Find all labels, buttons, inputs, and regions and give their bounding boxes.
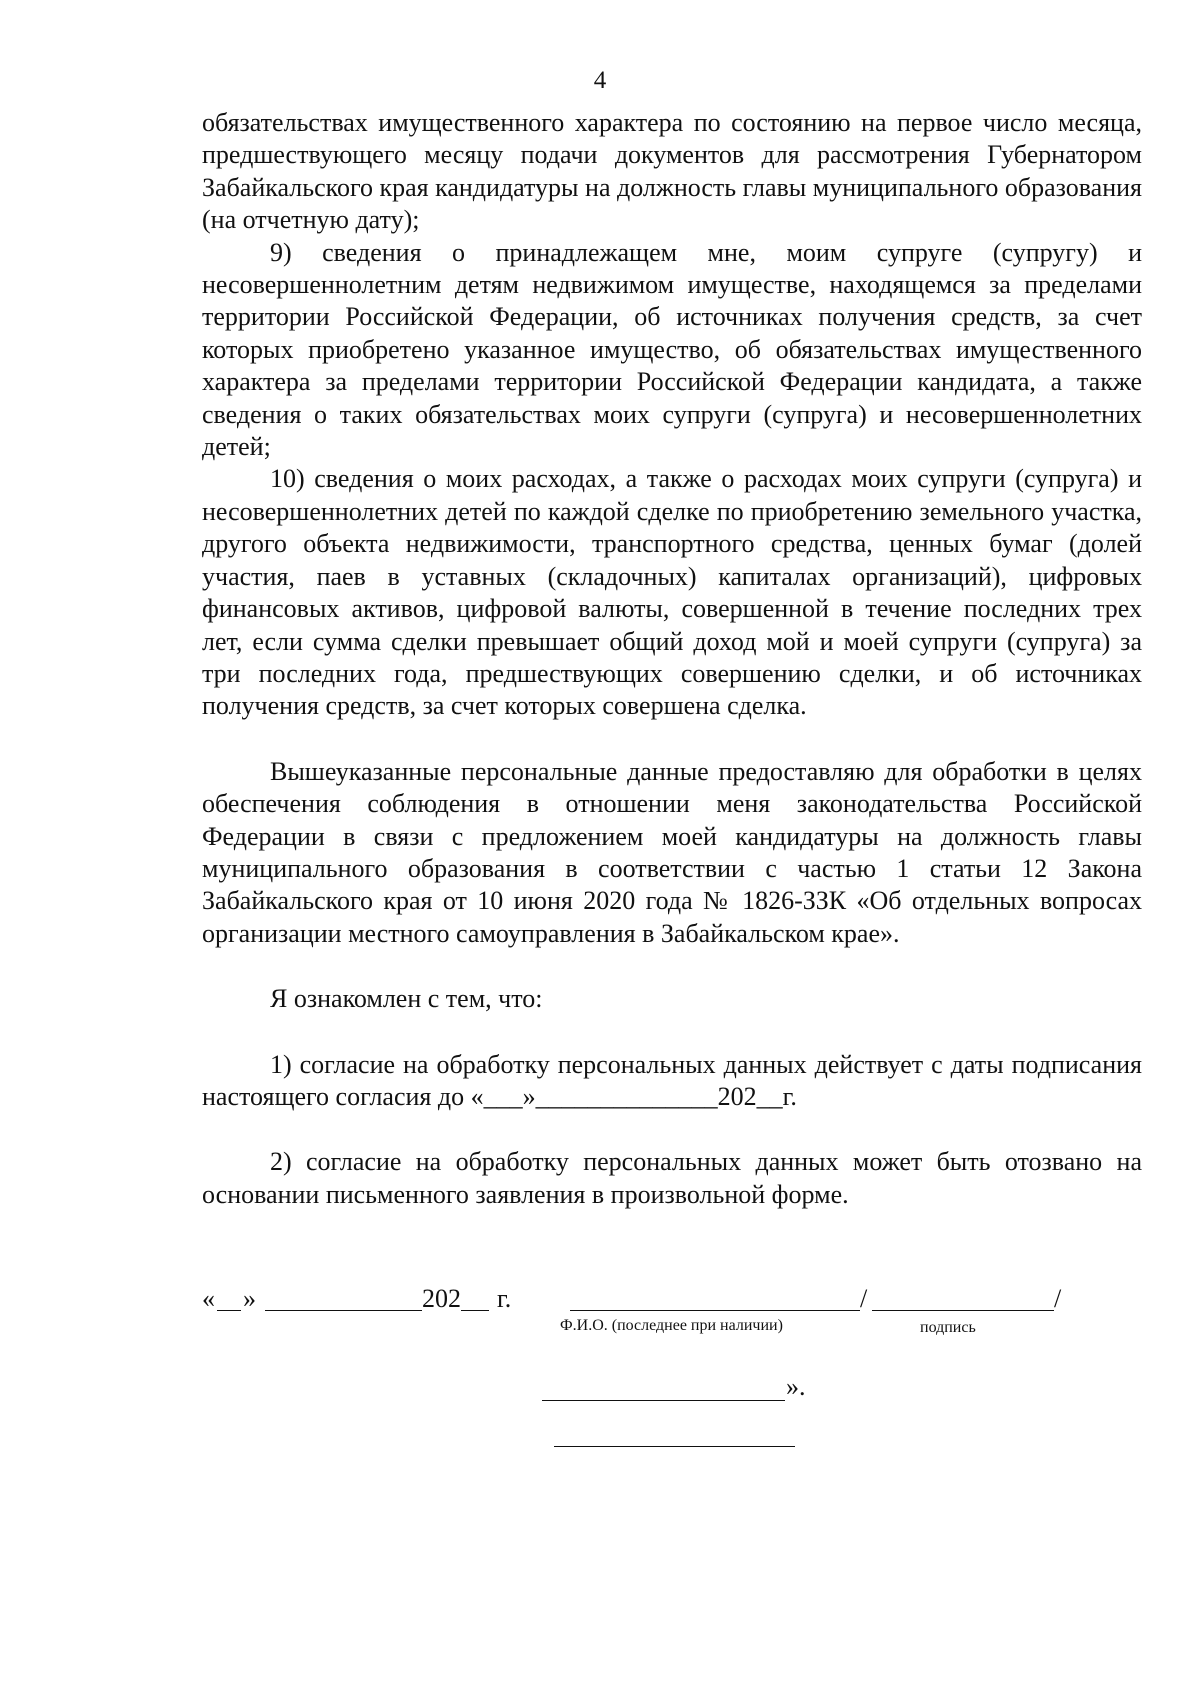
signature-slash-right: /	[1054, 1284, 1062, 1313]
signature-slash-left: /	[860, 1284, 868, 1313]
date-year-prefix: 202	[422, 1284, 461, 1313]
closing-blank-2[interactable]	[554, 1446, 795, 1447]
date-day-blank[interactable]	[217, 1310, 241, 1311]
page-number: 4	[593, 67, 607, 94]
sign-caption: подпись	[920, 1319, 976, 1336]
date-year-blank[interactable]	[461, 1310, 489, 1311]
paragraph-consent-revocation: 2) согласие на обработку персональных данных может быть отозвано на основании письменного заявления в произвольной форме.	[202, 1147, 1142, 1209]
paragraph-item-10: 10) сведения о моих расходах, а также о расходах моих супруги (супруга) и несовершеннолетних детей по каждой сделке по приобретению земельного участка, другого объекта недвижимости, транспортного средства, ценных бумаг (долей участия, паев в уставных (складочных) капиталах организаций), цифровых финансовых активов, цифровой валюты, совершенной в течение последних трех лет, если сумма сделки превышает общий доход мой и моей супруги (супруга) за три последних года, предшествующих совершению сделки, и об источниках получения средств, за счет которых совершена сделка.	[202, 464, 1142, 721]
signature-blank[interactable]	[872, 1310, 1054, 1311]
document-body	[202, 107, 1142, 1211]
closing-mark: ».	[786, 1372, 806, 1401]
date-year-suffix: г.	[497, 1284, 512, 1313]
paragraph-purpose: Вышеуказанные персональные данные предоставляю для обработки в целях обеспечения соблюдения в отношении меня законодательства Российской Федерации в связи с предложением моей кандидатуры на должность главы муниципального образования в соответствии с частью 1 статьи 12 Закона Забайкальского края от 10 июня 2020 года № 1826-ЗЗК «Об отдельных вопросах организации местного самоуправления в Забайкальском крае».	[202, 756, 1142, 948]
paragraph-continuation: обязательствах имущественного характера по состоянию на первое число месяца, предшествующего месяцу подачи документов для рассмотрения Губернатором Забайкальского края кандидатуры на должность главы муниципального образования (на отчетную дату);	[202, 108, 1142, 235]
date-close-quote: »	[243, 1284, 256, 1313]
date-month-blank[interactable]	[265, 1310, 422, 1311]
closing-blank-1[interactable]	[542, 1400, 785, 1401]
paragraph-consent-period: 1) согласие на обработку персональных данных действует с даты подписания настоящего согласия до «___»______________202__г.	[202, 1049, 1142, 1111]
fio-caption: Ф.И.О. (последнее при наличии)	[560, 1317, 783, 1334]
fio-blank[interactable]	[570, 1310, 860, 1311]
date-open-quote: «	[202, 1284, 215, 1313]
paragraph-item-9: 9) сведения о принадлежащем мне, моим супруге (супругу) и несовершеннолетним детям недвижимом имуществе, находящемся за пределами территории Российской Федерации, об источниках получения средств, за счет которых приобретено указанное имущество, об обязательствах имущественного характера за пределами территории Российской Федерации кандидата, а также сведения о таких обязательствах моих супруги (супруга) и несовершеннолетних детей;	[202, 237, 1142, 462]
paragraph-acknowledgement: Я ознакомлен с тем, что:	[270, 984, 543, 1014]
